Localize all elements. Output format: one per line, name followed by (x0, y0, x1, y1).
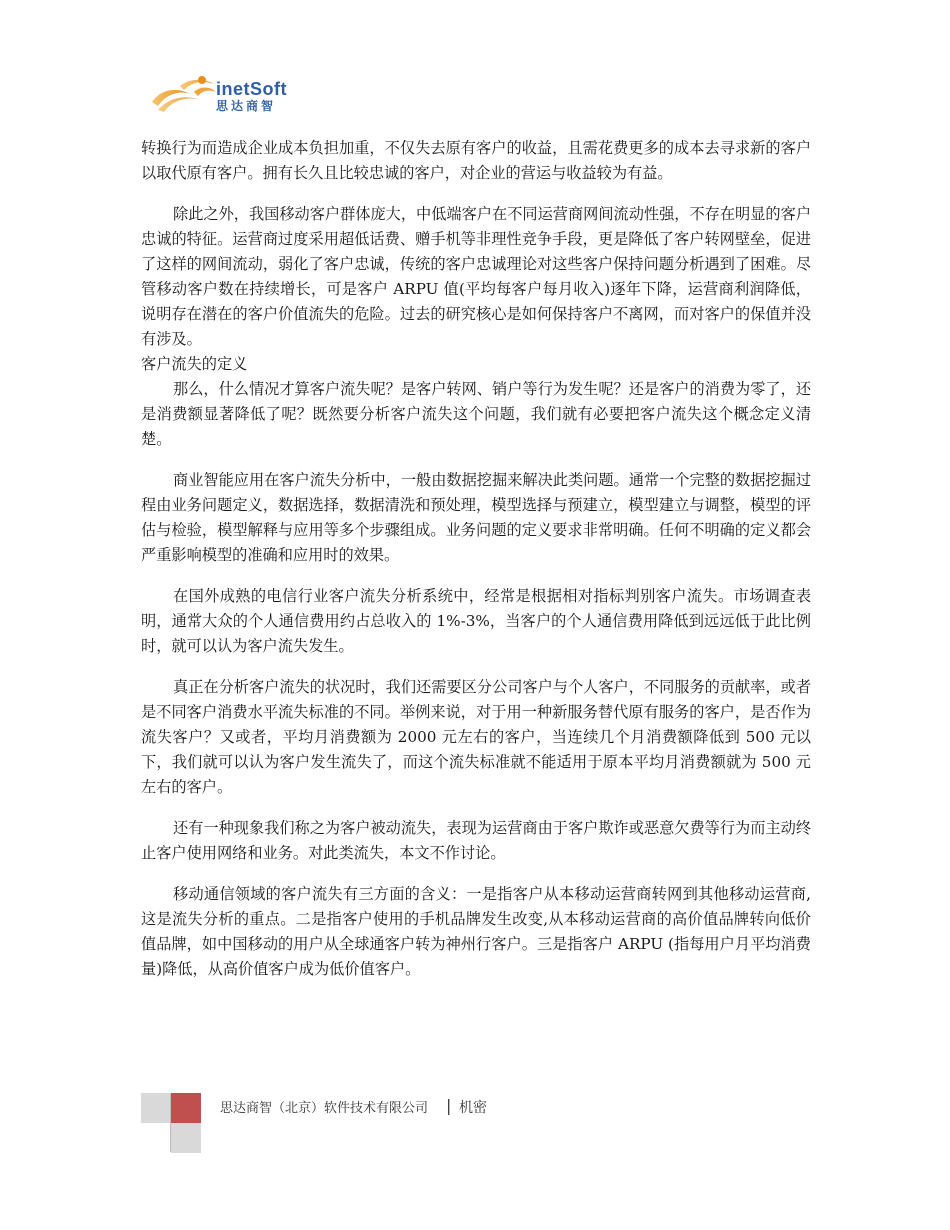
logo-swirl-icon (150, 72, 220, 116)
logo-text-english: inetSoft (216, 79, 287, 99)
paragraph: 移动通信领域的客户流失有三方面的含义：一是指客户从本移动运营商转网到其他移动运营商,这是流失分析的重点。二是指客户使用的手机品牌发生改变,从本移动运营商的高价值品牌转向低价值品牌，如中国移动的用户从全球通客户转为神州行客户。三是指客户 ARPU (指每用户月平均消费量)降低，从高价值客户成为低价值客户。 (141, 885, 811, 978)
paragraph: 商业智能应用在客户流失分析中，一般由数据挖掘来解决此类问题。通常一个完整的数据挖掘过程由业务问题定义，数据选择，数据清洗和预处理，模型选择与预建立，模型建立与调整，模型的评估与检验，模型解释与应用等多个步骤组成。业务问题的定义要求非常明确。任何不明确的定义都会严重影响模型的准确和应用时的效果。 (141, 471, 811, 564)
section-heading: 客户流失的定义 (141, 355, 248, 373)
footer-separator: | (446, 1096, 452, 1115)
paragraph: 除此之外，我国移动客户群体庞大，中低端客户在不同运营商网间流动性强，不存在明显的客户忠诚的特征。运营商过度采用超低话费、赠手机等非理性竞争手段，更是降低了客户转网壁垒，促进了这样的网间流动，弱化了客户忠诚，传统的客户忠诚理论对这些客户保持问题分析遇到了困难。尽管移动客户数在持续增长，可是客户 ARPU 值(平均每客户每月收入)逐年下降，运营商利润降低，说明存在潜在的客户价值流失的危险。过去的研究核心是如何保持客户不离网，而对客户的保值并没有涉及。 (141, 205, 811, 348)
logo-text-chinese: 思达商智 (216, 99, 277, 113)
company-logo (150, 66, 300, 126)
footer-confidential-label: 机密 (459, 1100, 487, 1116)
footer-decor-square (141, 1093, 171, 1123)
footer-decor-square-red (171, 1093, 201, 1123)
paragraph: 转换行为而造成企业成本负担加重，不仅失去原有客户的收益，且需花费更多的成本去寻求新的客户以取代原有客户。拥有长久且比较忠诚的客户，对企业的营运与收益较为有益。 (141, 139, 811, 182)
paragraph: 真正在分析客户流失的状况时，我们还需要区分公司客户与个人客户，不同服务的贡献率，或者是不同客户消费水平流失标准的不同。举例来说，对于用一种新服务替代原有服务的客户，是否作为流失客户？又或者，平均月消费额为 2000 元左右的客户，当连续几个月消费额降低到 500 元以下，我们就可以认为客户发生流失了，而这个流失标准就不能适用于原本平均月消费额就为 500 元左右的客户。 (141, 678, 811, 796)
document-body (141, 136, 811, 982)
paragraph: 还有一种现象我们称之为客户被动流失，表现为运营商由于客户欺诈或恶意欠费等行为而主动终止客户使用网络和业务。对此类流失，本文不作讨论。 (141, 819, 811, 862)
paragraph: 在国外成熟的电信行业客户流失分析系统中，经常是根据相对指标判别客户流失。市场调查表明，通常大众的个人通信费用约占总收入的 1%-3%，当客户的个人通信费用降低到远远低于此比例时，就可以认为客户流失发生。 (141, 587, 811, 655)
footer-divider (170, 1094, 171, 1152)
footer-company-name: 思达商智（北京）软件技术有限公司 (220, 1101, 429, 1116)
footer-decor-square (171, 1123, 201, 1153)
paragraph: 那么，什么情况才算客户流失呢？是客户转网、销户等行为发生呢？还是客户的消费为零了，还是消费额显著降低了呢？既然要分析客户流失这个问题，我们就有必要把客户流失这个概念定义清楚。 (141, 380, 811, 448)
